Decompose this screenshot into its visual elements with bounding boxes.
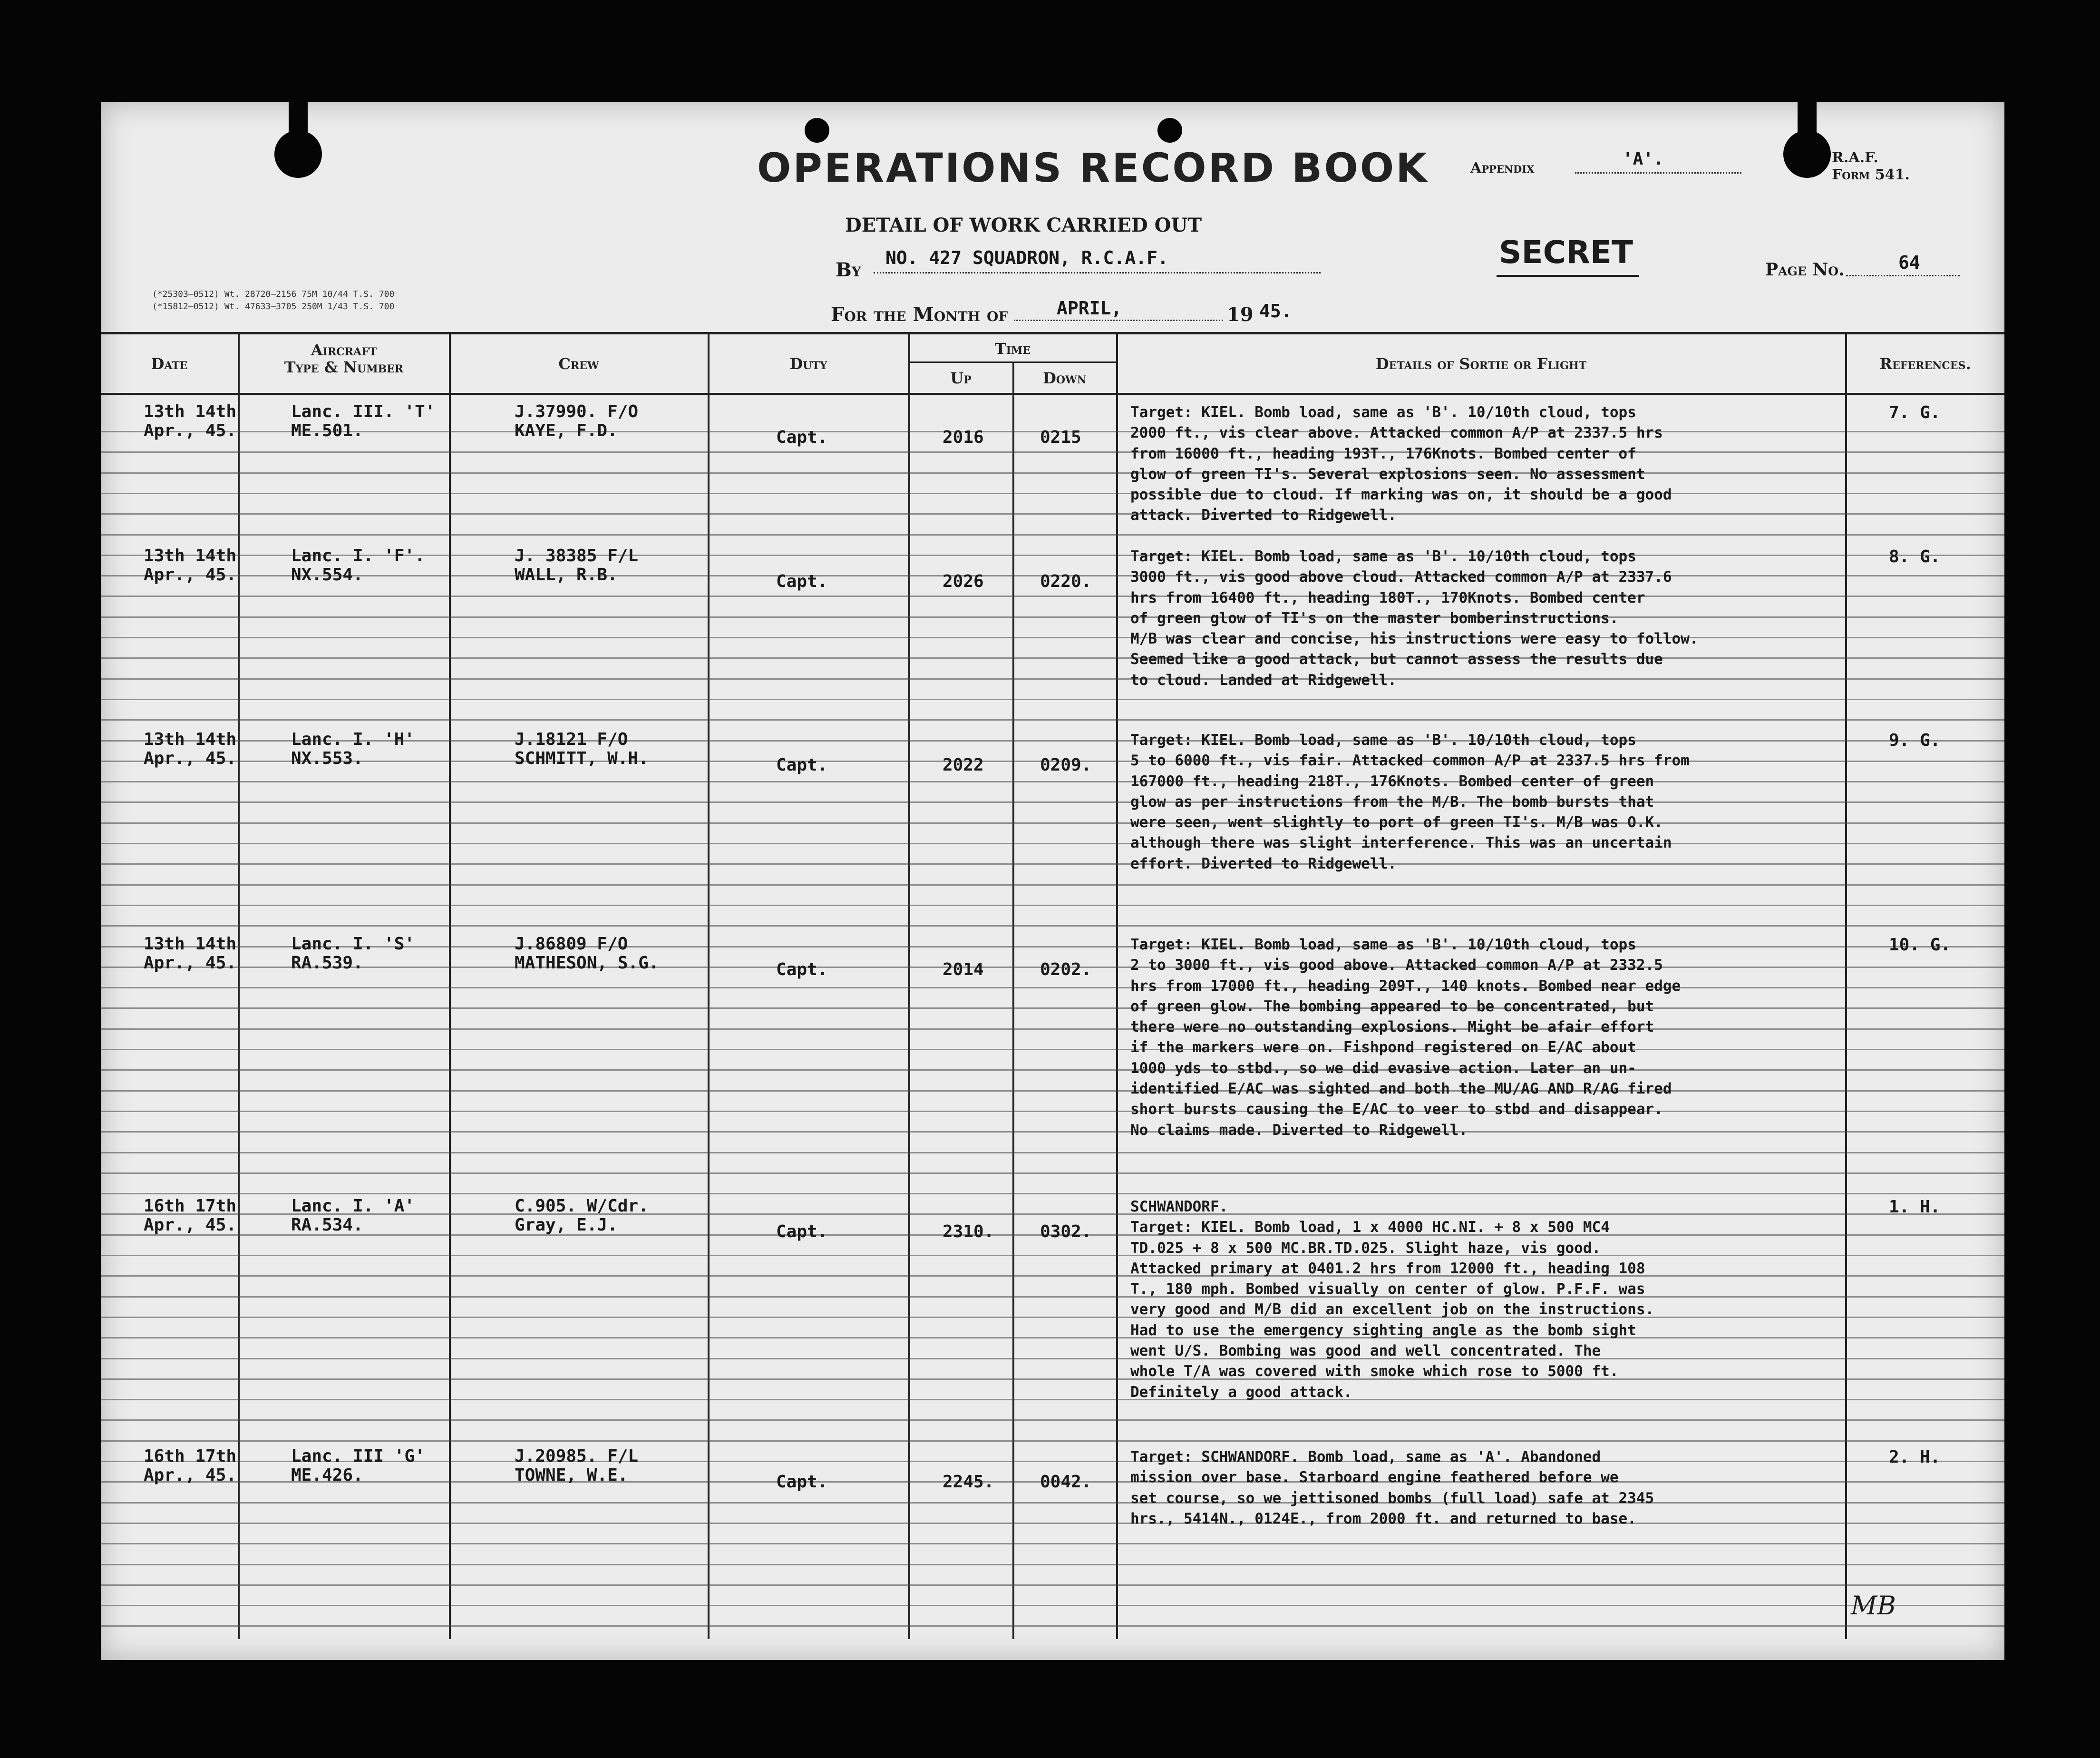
entry-aircraft-number: RA.534. [291,1215,363,1235]
entry-crew-name: Gray, E.J. [515,1215,618,1235]
entry-aircraft-type: Lanc. III. 'T' [291,402,436,421]
entry-detail-line: 3000 ft., vis good above cloud. Attacked common A/P at 2337.6 [1130,568,1672,586]
ruled-line [101,1419,2004,1421]
entry-time-up: 2310. [943,1222,994,1241]
col-divider-1 [238,334,240,1639]
month-value: APRIL, [1057,298,1122,319]
col-header-aircraft: Aircraft Type & Number [284,341,404,376]
col-header-time: Time [994,340,1031,358]
entry-crew-number: J.37990. F/O [515,402,639,421]
entry-aircraft-number: ME.426. [291,1465,363,1485]
entry-aircraft-type: Lanc. I. 'S' [291,934,415,954]
ruled-line [101,1584,2004,1586]
record-sheet [101,102,2004,1660]
col-header-date: Date [151,355,188,373]
ruled-line [101,905,2004,906]
entry-time-down: 0215 [1040,428,1081,447]
entry-detail-line: hrs from 17000 ft., heading 209T., 140 knots. Bombed near edge [1130,977,1681,995]
entry-detail-line: if the markers were on. Fishpond registered on E/AC about [1130,1039,1636,1056]
entry-detail-line: SCHWANDORF. [1130,1198,1228,1215]
year-value: 45. [1259,301,1292,322]
year-prefix: 19 [1227,303,1254,326]
entry-detail-line: there were no outstanding explosions. Might be afair effort [1130,1018,1654,1036]
entry-date-line-1: 13th 14th [144,934,237,954]
entry-reference: 1. H. [1889,1197,1941,1217]
entry-detail-line: of green glow. The bombing appeared to be concentrated, but [1130,997,1654,1015]
entry-crew-name: WALL, R.B. [515,565,618,585]
entry-crew-number: C.905. W/Cdr. [515,1196,649,1216]
entry-detail-line: attack. Diverted to Ridgewell. [1130,507,1397,524]
col-header-crew: Crew [558,355,599,373]
entry-detail-line: effort. Diverted to Ridgewell. [1130,855,1397,872]
entry-crew-number: J.86809 F/O [515,934,628,954]
entry-date-line-1: 16th 17th [144,1446,237,1466]
entry-date-line-1: 13th 14th [144,402,237,421]
ruled-line [101,1152,2004,1153]
entry-detail-line: Target: SCHWANDORF. Bomb load, same as 'A'. Abandoned [1130,1448,1601,1465]
col-header-down: Down [1043,369,1087,387]
entry-detail-line: set course, so we jettisoned bombs (full load) safe at 2345 [1130,1489,1654,1507]
ruled-line [101,884,2004,886]
entry-detail-line: 5 to 6000 ft., vis fair. Attacked common A/P at 2337.5 hrs from [1130,752,1690,770]
col-divider-4 [908,334,910,1639]
entry-date-line-2: Apr., 45. [144,565,237,585]
entry-detail-line: 167000 ft., heading 218T., 176Knots. Bombed center of green [1130,772,1654,790]
entry-detail-line: Definitely a good attack. [1130,1383,1352,1401]
entry-crew-name: KAYE, F.D. [515,421,618,440]
entry-detail-line: whole T/A was covered with smoke which rose to 5000 ft. [1130,1363,1619,1380]
entry-detail-line: hrs., 5414N., 0124E., from 2000 ft. and returned to base. [1130,1510,1636,1527]
col-header-references: References. [1879,355,1971,373]
entry-detail-line: Seemed like a good attack, but cannot assess the results due [1130,651,1663,668]
entry-time-down: 0220. [1040,572,1092,591]
entry-duty: Capt. [776,755,828,775]
ruled-line [101,1543,2004,1544]
entry-details [1130,547,1858,691]
entry-date-line-2: Apr., 45. [144,421,237,440]
col-header-up: Up [950,369,972,387]
squadron-line [874,270,1321,273]
secret-underline [1497,273,1639,277]
entry-detail-line: Had to use the emergency sighting angle as the bomb sight [1130,1321,1636,1339]
entry-details [1130,1197,1858,1403]
entry-crew-name: SCHMITT, W.H. [515,749,649,768]
entry-time-down: 0202. [1040,960,1092,979]
entry-date-line-1: 16th 17th [144,1196,237,1216]
entry-reference: 9. G. [1889,731,1941,750]
entry-aircraft-type: Lanc. I. 'F'. [291,546,425,566]
entry-details [1130,1447,1858,1529]
entry-detail-line: mission over base. Starboard engine feathered before we [1130,1469,1619,1486]
punch-hole-small-1 [805,118,829,143]
col-header-details: Details of Sortie or Flight [1375,355,1587,373]
punch-slot-left [289,102,308,140]
table-top-rule [101,332,2004,334]
entry-detail-line: although there was slight interference. This was an uncertain [1130,834,1672,852]
page-no-value: 64 [1898,252,1920,273]
col-divider-2 [449,334,451,1639]
entry-detail-line: from 16000 ft., heading 193T., 176Knots. Bombed center of [1130,445,1636,462]
entry-detail-line: 2 to 3000 ft., vis good above. Attacked common A/P at 2332.5 [1130,957,1663,974]
entry-date-line-2: Apr., 45. [144,953,237,973]
entry-time-up: 2022 [943,755,984,775]
entry-detail-line: to cloud. Landed at Ridgewell. [1130,671,1397,689]
entry-duty: Capt. [776,960,828,979]
entry-reference: 8. G. [1889,547,1941,566]
entry-time-up: 2014 [943,960,984,979]
entry-detail-line: short bursts causing the E/AC to veer to stbd and disappear. [1130,1101,1663,1118]
ruled-line [101,925,2004,927]
entry-aircraft-number: ME.501. [291,421,363,440]
entry-detail-line: M/B was clear and concise, his instructions were easy to follow. [1130,630,1699,648]
ruled-line [101,534,2004,536]
squadron-value: NO. 427 SQUADRON, R.C.A.F. [885,247,1168,268]
entry-aircraft-number: RA.539. [291,953,363,973]
entry-detail-line: 2000 ft., vis clear above. Attacked common A/P at 2337.5 hrs [1130,424,1663,442]
ruled-line [101,1605,2004,1606]
ruled-line [101,1564,2004,1565]
entry-detail-line: Attacked primary at 0401.2 hrs from 12000 ft., heading 108 [1130,1260,1645,1277]
entry-details [1130,730,1858,874]
entry-aircraft-type: Lanc. I. 'H' [291,730,415,749]
initials-signature: MB [1851,1591,1896,1621]
secret-stamp: SECRET [1499,234,1633,271]
entry-detail-line: T., 180 mph. Bombed visually on center of glow. P.F.F. was [1130,1280,1645,1298]
col-divider-5 [1012,362,1014,1639]
entry-crew-number: J.20985. F/L [515,1446,639,1466]
appendix-value: 'A'. [1623,149,1664,169]
entry-crew-number: J. 38385 F/L [515,546,639,566]
page-title: OPERATIONS RECORD BOOK [757,145,1429,191]
entry-detail-line: No claims made. Diverted to Ridgewell. [1130,1121,1468,1139]
entry-detail-line: glow of green TI's. Several explosions seen. No assessment [1130,465,1645,483]
entry-details [1130,935,1858,1141]
entry-time-up: 2245. [943,1472,994,1492]
entry-detail-line: identified E/AC was sighted and both the MU/AG AND R/AG fired [1130,1080,1672,1098]
table-header-rule [101,393,2004,395]
entry-duty: Capt. [776,1472,828,1492]
punch-hole-small-2 [1157,118,1182,143]
ruled-line [101,699,2004,700]
entry-date-line-2: Apr., 45. [144,1215,237,1235]
entry-crew-name: MATHESON, S.G. [515,953,659,973]
entry-detail-line: Target: KIEL. Bomb load, 1 x 4000 HC.NI. + 8 x 500 MC4 [1130,1219,1610,1236]
entry-aircraft-number: NX.554. [291,565,363,585]
entry-detail-line: were seen, went slightly to port of green TI's. M/B was O.K. [1130,814,1663,831]
entry-duty: Capt. [776,428,828,447]
appendix-line [1575,170,1741,174]
entry-detail-line: glow as per instructions from the M/B. The bomb bursts that [1130,793,1654,811]
entry-detail-line: hrs from 16400 ft., heading 180T., 170Knots. Bombed center [1130,589,1645,606]
col-divider-6 [1116,334,1118,1639]
entry-time-down: 0302. [1040,1222,1092,1241]
entry-detail-line: possible due to cloud. If marking was on, it should be a good [1130,486,1672,504]
by-label: By [836,259,861,281]
entry-details [1130,402,1858,526]
ruled-line [101,1625,2004,1627]
entry-time-up: 2026 [943,572,984,591]
ruled-line [101,1172,2004,1174]
entry-detail-line: Target: KIEL. Bomb load, same as 'B'. 10/10th cloud, tops [1130,936,1636,953]
entry-aircraft-type: Lanc. I. 'A' [291,1196,415,1216]
entry-aircraft-type: Lanc. III 'G' [291,1446,425,1466]
form-print-code: (*25303—0512) Wt. 28720—2156 75M 10/44 T.S. 700 (*15812—0512) Wt. 47633—3705 250M 1/43 T.S. 700 [152,289,395,312]
entry-date-line-1: 13th 14th [144,730,237,749]
entry-crew-number: J.18121 F/O [515,730,628,749]
entry-crew-name: TOWNE, W.E. [515,1465,628,1485]
entry-reference: 7. G. [1889,403,1941,422]
entry-detail-line: Target: KIEL. Bomb load, same as 'B'. 10/10th cloud, tops [1130,548,1636,565]
punch-slot-right [1798,102,1817,140]
entry-duty: Capt. [776,572,828,591]
entry-detail-line: went U/S. Bombing was good and well concentrated. The [1130,1342,1601,1360]
ruled-line [101,719,2004,721]
entry-detail-line: of green glow of TI's on the master bomberinstructions. [1130,609,1619,627]
entry-detail-line: 1000 yds to stbd., so we did evasive action. Later an un- [1130,1059,1636,1077]
entry-reference: 2. H. [1889,1447,1941,1467]
entry-date-line-2: Apr., 45. [144,1465,237,1485]
entry-date-line-2: Apr., 45. [144,749,237,768]
entry-detail-line: Target: KIEL. Bomb load, same as 'B'. 10/10th cloud, tops [1130,732,1636,749]
ruled-line [101,1440,2004,1442]
entry-time-down: 0042. [1040,1472,1092,1492]
appendix-label: Appendix [1470,160,1535,176]
entry-date-line-1: 13th 14th [144,546,237,566]
entry-detail-line: TD.025 + 8 x 500 MC.BR.TD.025. Slight haze, vis good. [1130,1239,1601,1257]
page-no-line [1846,273,1960,276]
entry-duty: Capt. [776,1222,828,1241]
entry-detail-line: Target: KIEL. Bomb load, same as 'B'. 10/10th cloud, tops [1130,404,1636,421]
col-divider-3 [708,334,710,1639]
ruled-line [101,1193,2004,1194]
page-no-label: Page No. [1765,260,1845,280]
entry-aircraft-number: NX.553. [291,749,363,768]
month-label: For the Month of [831,303,1008,326]
entry-time-up: 2016 [943,428,984,447]
col-header-duty: Duty [789,355,827,373]
entry-detail-line: very good and M/B did an excellent job on the instructions. [1130,1301,1654,1318]
detail-of-work-label: DETAIL OF WORK CARRIED OUT [845,214,1202,236]
entry-reference: 10. G. [1889,935,1951,955]
entry-time-down: 0209. [1040,755,1092,775]
form-label: R.A.F. Form 541. [1832,149,1910,183]
